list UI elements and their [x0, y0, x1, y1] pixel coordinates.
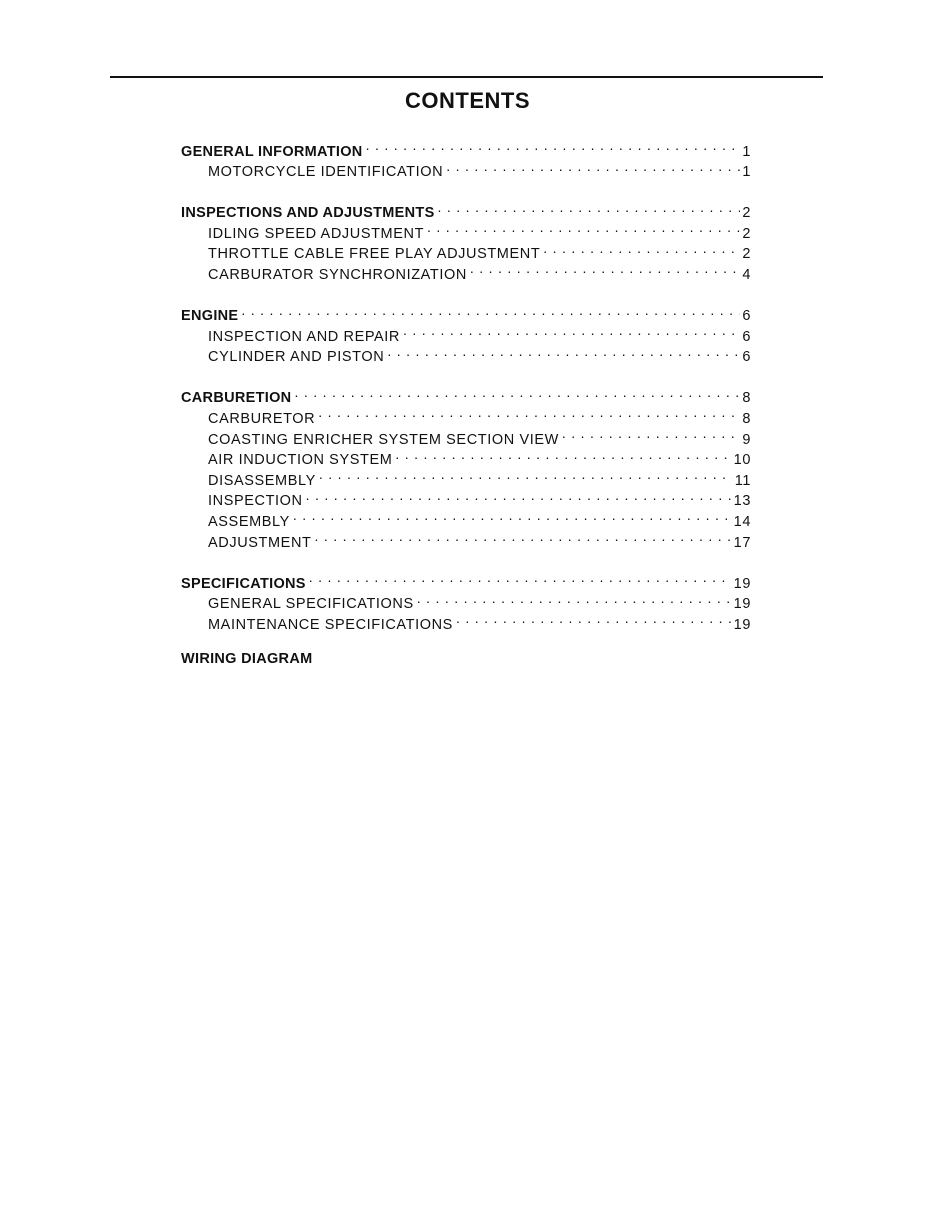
- toc-heading[interactable]: [181, 300, 751, 325]
- toc-page-number: 8: [742, 390, 751, 407]
- dot-leader: [456, 608, 732, 629]
- dot-leader: [417, 588, 732, 609]
- toc-heading-label: SPECIFICATIONS: [181, 575, 306, 592]
- toc-section-carburetion: [181, 382, 751, 551]
- table-of-contents: [181, 135, 751, 670]
- toc-section-inspections-and-adjustments: [181, 197, 751, 284]
- dot-leader: [446, 156, 740, 177]
- toc-page-number: 14: [733, 514, 751, 530]
- toc-heading[interactable]: [181, 135, 751, 160]
- toc-entry-label: IDLING SPEED ADJUSTMENT: [208, 225, 425, 242]
- dot-leader: [309, 567, 732, 588]
- toc-heading-label: CARBURETION: [181, 390, 292, 407]
- toc-page-number: 19: [733, 575, 751, 592]
- dot-leader: [387, 341, 740, 362]
- toc-page-number: 10: [733, 452, 751, 469]
- dot-leader: [470, 258, 740, 279]
- toc-section-engine: [181, 300, 751, 366]
- dot-leader: [562, 423, 740, 444]
- toc-page-number: 4: [742, 267, 751, 284]
- toc-page-number: 2: [742, 205, 751, 222]
- toc-entry-label: ASSEMBLY: [208, 514, 290, 530]
- dot-leader: [314, 526, 731, 547]
- toc-entry-label: MOTORCYCLE IDENTIFICATION: [208, 164, 444, 181]
- toc-heading-label: INSPECTIONS AND ADJUSTMENTS: [181, 205, 435, 222]
- toc-heading[interactable]: [181, 567, 751, 592]
- toc-entry-label: COASTING ENRICHER SYSTEM SECTION VIEW: [208, 431, 559, 448]
- toc-page-number: 9: [742, 431, 751, 448]
- toc-entry-label: ADJUSTMENT: [208, 534, 312, 551]
- dot-leader: [438, 197, 741, 218]
- top-rule: [110, 76, 823, 78]
- toc-entry-label: MAINTENANCE SPECIFICATIONS: [208, 616, 453, 633]
- toc-heading-label: WIRING DIAGRAM: [181, 651, 313, 668]
- toc-page-number: 11: [734, 472, 751, 489]
- toc-heading[interactable]: [181, 382, 751, 407]
- toc-entry-label: CYLINDER AND PISTON: [208, 349, 385, 366]
- dot-leader: [366, 135, 741, 156]
- toc-heading-wiring-diagram[interactable]: [181, 649, 751, 670]
- dot-leader: [427, 217, 740, 238]
- dot-leader: [293, 505, 732, 526]
- toc-entry[interactable]: [181, 320, 751, 345]
- dot-leader: [241, 300, 740, 321]
- toc-page-number: 8: [742, 411, 751, 428]
- toc-entry-label: THROTTLE CABLE FREE PLAY ADJUSTMENT: [208, 246, 541, 263]
- toc-page-number: 2: [742, 225, 751, 242]
- toc-heading-label: GENERAL INFORMATION: [181, 143, 363, 160]
- toc-page-number: 13: [733, 493, 751, 510]
- toc-page-number: 6: [742, 349, 751, 366]
- toc-entry-label: CARBURATOR SYNCHRONIZATION: [208, 267, 467, 284]
- toc-entry-label: DISASSEMBLY: [208, 472, 316, 489]
- toc-page-number: 6: [742, 308, 751, 325]
- dot-leader: [403, 320, 740, 341]
- toc-page-number: 19: [733, 596, 751, 613]
- toc-page-number: 1: [742, 164, 751, 181]
- toc-page-number: 19: [733, 616, 751, 633]
- toc-section-specifications: [181, 567, 751, 633]
- toc-heading[interactable]: [181, 197, 751, 222]
- toc-page-number: 1: [742, 143, 751, 160]
- dot-leader: [306, 485, 732, 506]
- dot-leader: [395, 444, 731, 465]
- dot-leader: [318, 402, 740, 423]
- toc-page-number: 17: [733, 534, 751, 551]
- toc-entry-label: GENERAL SPECIFICATIONS: [208, 596, 414, 613]
- page-title: CONTENTS: [405, 88, 530, 113]
- toc-page-number: 2: [742, 246, 751, 263]
- dot-leader: [543, 238, 740, 259]
- toc-section-general-information: [181, 135, 751, 181]
- toc-entry-label: INSPECTION: [208, 493, 303, 510]
- toc-entry-label: AIR INDUCTION SYSTEM: [208, 452, 393, 469]
- toc-page-number: 6: [742, 328, 751, 345]
- toc-heading-label: ENGINE: [181, 308, 239, 325]
- dot-leader: [319, 464, 733, 485]
- toc-entry-label: INSPECTION AND REPAIR: [208, 328, 401, 345]
- toc-entry-label: CARBURETOR: [208, 411, 316, 428]
- dot-leader: [294, 382, 740, 403]
